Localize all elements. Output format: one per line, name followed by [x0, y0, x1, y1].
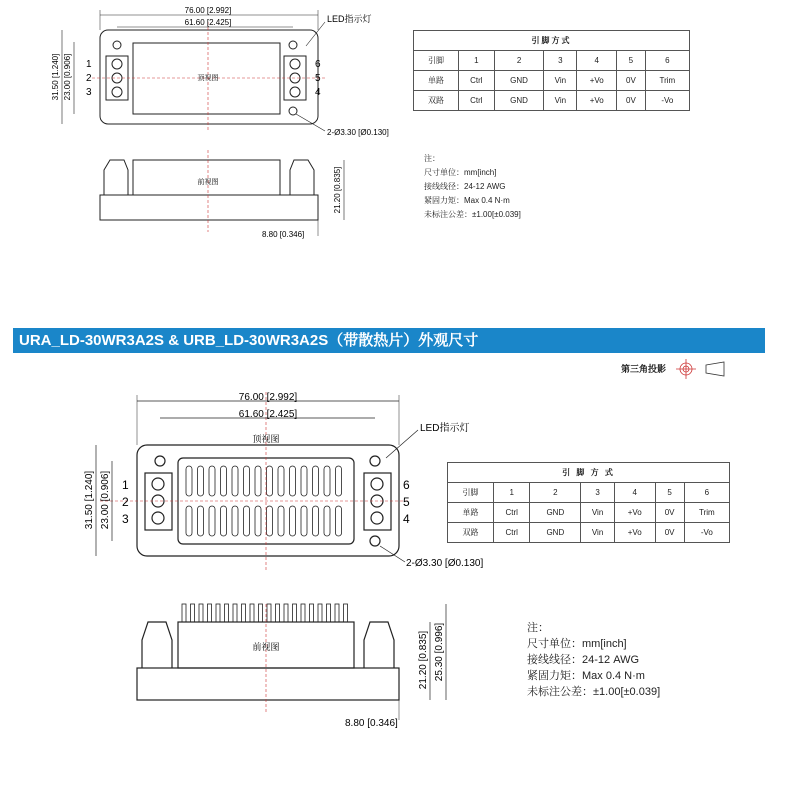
- row-label-dual: 双路: [414, 91, 459, 111]
- notes-unit: 尺寸单位：mm[inch]: [527, 638, 627, 650]
- mounting-hole-right-upper: [289, 107, 297, 115]
- top-view-label-upper: 顶视图: [197, 75, 219, 82]
- front-fin: [259, 604, 263, 622]
- table-cell: GND: [530, 503, 581, 523]
- front-terminal-left-upper: [104, 160, 128, 195]
- table-cell: +Vo: [577, 91, 617, 111]
- table-cell: +Vo: [614, 523, 655, 543]
- mounting-hole-left-lower: [155, 456, 165, 466]
- table-cell: +Vo: [577, 71, 617, 91]
- front-view-label-upper: 前视图: [197, 179, 219, 186]
- heatsink-fin: [221, 466, 227, 496]
- screw-icon: [371, 512, 383, 524]
- led-indicator-upper: [289, 41, 297, 49]
- hole-label-lower: 2-Ø3.30 [Ø0.130]: [406, 558, 484, 569]
- section-banner: URA_LD-30WR3A2S & URB_LD-30WR3A2S（带散热片）外观尺寸: [13, 328, 765, 353]
- right-pin-6-lower: 6: [403, 478, 410, 492]
- front-base-lower: [137, 668, 399, 700]
- heatsink-fin: [336, 506, 342, 536]
- screw-icon: [152, 478, 164, 490]
- pin-number: 1: [459, 51, 495, 71]
- heatsink-fin: [198, 466, 204, 496]
- front-body-upper: [133, 160, 280, 195]
- table-cell: -Vo: [645, 91, 689, 111]
- heatsink-fin: [209, 466, 215, 496]
- pin-number: 6: [645, 51, 689, 71]
- notes-title: 注：: [527, 622, 549, 634]
- left-pin-3-upper: 3: [86, 87, 92, 98]
- pin-table-title: 引脚方式: [414, 31, 690, 51]
- heatsink-fin: [336, 466, 342, 496]
- left-pin-1-upper: 1: [86, 59, 92, 70]
- row-label-single: 单路: [414, 71, 459, 91]
- heatsink-fin: [301, 506, 307, 536]
- table-cell: Trim: [645, 71, 689, 91]
- heatsink-fin: [232, 466, 238, 496]
- heatsink-fin: [267, 506, 273, 536]
- dim-side-height-lower: 21.20 [0.835]: [418, 630, 429, 690]
- front-fin: [225, 604, 229, 622]
- table-cell: 0V: [655, 523, 684, 543]
- heatsink-fin: [324, 466, 330, 496]
- right-pin-6-upper: 6: [315, 59, 321, 70]
- notes-unit: 尺寸单位：mm[inch]: [424, 168, 497, 177]
- front-fin: [199, 604, 203, 622]
- front-fin: [335, 604, 339, 622]
- table-cell: 0V: [617, 71, 646, 91]
- dim-overall-lower: 76.00 [2.992]: [238, 392, 298, 403]
- top-view-label-lower: 顶视图: [252, 434, 280, 444]
- table-cell: GND: [494, 71, 544, 91]
- front-fin: [318, 604, 322, 622]
- heatsink-fin: [244, 506, 250, 536]
- right-pin-5-lower: 5: [403, 495, 410, 509]
- table-cell: Trim: [684, 503, 729, 523]
- pin-header-label: 引脚: [448, 483, 494, 503]
- front-fin: [233, 604, 237, 622]
- heatsink-fin: [255, 506, 261, 536]
- table-cell: +Vo: [614, 503, 655, 523]
- heatsink-fin: [267, 466, 273, 496]
- dim-height-upper: 31.50 [1.240]: [51, 53, 60, 101]
- heatsink-fins: [186, 466, 342, 536]
- heatsink-fin: [186, 466, 192, 496]
- front-fin: [293, 604, 297, 622]
- pin-number: 4: [614, 483, 655, 503]
- pin-number: 5: [617, 51, 646, 71]
- right-pin-5-upper: 5: [315, 73, 321, 84]
- heatsink-fin: [278, 466, 284, 496]
- heatsink-fin: [290, 466, 296, 496]
- heatsink-fin: [313, 506, 319, 536]
- notes-torque: 紧固力矩：Max 0.4 N·m: [424, 196, 510, 205]
- pin-number: 6: [684, 483, 729, 503]
- left-pin-2-lower: 2: [122, 495, 129, 509]
- heatsink-fin: [290, 506, 296, 536]
- pin-header-label: 引脚: [414, 51, 459, 71]
- front-fin: [208, 604, 212, 622]
- mounting-hole-right-lower: [370, 536, 380, 546]
- pin-number: 2: [530, 483, 581, 503]
- front-fin: [267, 604, 271, 622]
- pin-number: 1: [494, 483, 530, 503]
- pin-number: 4: [577, 51, 617, 71]
- table-cell: Vin: [581, 523, 615, 543]
- front-fin: [182, 604, 186, 622]
- table-cell: Ctrl: [459, 91, 495, 111]
- front-fin: [301, 604, 305, 622]
- table-cell: -Vo: [684, 523, 729, 543]
- front-fin: [191, 604, 195, 622]
- table-cell: Vin: [544, 71, 577, 91]
- pin-number: 2: [494, 51, 544, 71]
- front-terminal-right-upper: [290, 160, 314, 195]
- dim-hole-spacing-upper: 61.60 [2.425]: [184, 18, 232, 27]
- dim-overall-upper: 76.00 [2.992]: [184, 6, 232, 15]
- table-cell: Vin: [581, 503, 615, 523]
- notes-upper: [424, 152, 521, 222]
- right-pin-4-upper: 4: [315, 87, 321, 98]
- front-fin: [284, 604, 288, 622]
- pin-number: 3: [544, 51, 577, 71]
- left-pin-3-lower: 3: [122, 512, 129, 526]
- led-label-upper: LED指示灯: [327, 14, 372, 24]
- front-fin: [327, 604, 331, 622]
- terminal-block-left-lower: [145, 473, 172, 530]
- row-label-single: 单路: [448, 503, 494, 523]
- table-cell: GND: [494, 91, 544, 111]
- third-angle-projection-icon: [676, 359, 724, 379]
- screw-icon: [112, 59, 122, 69]
- hole-label-upper: 2-Ø3.30 [Ø0.130]: [327, 128, 389, 137]
- front-fins: [182, 604, 348, 622]
- screw-icon: [112, 87, 122, 97]
- front-fin: [344, 604, 348, 622]
- front-fin: [250, 604, 254, 622]
- dim-pin-offset-lower: 8.80 [0.346]: [345, 718, 398, 729]
- heatsink-fin: [209, 506, 215, 536]
- led-indicator-lower: [370, 456, 380, 466]
- front-view-label-lower: 前视图: [252, 642, 280, 652]
- front-fin: [216, 604, 220, 622]
- dim-pin-offset-upper: 8.80 [0.346]: [262, 230, 305, 239]
- notes-wire: 接线线径：24-12 AWG: [527, 654, 640, 666]
- table-cell: 0V: [655, 503, 684, 523]
- table-cell: 0V: [617, 91, 646, 111]
- heatsink-fin: [232, 506, 238, 536]
- pin-table-lower: [447, 462, 730, 543]
- table-cell: Ctrl: [494, 523, 530, 543]
- led-label-lower: LED指示灯: [420, 423, 470, 434]
- notes-lower: [527, 620, 660, 700]
- front-fin: [276, 604, 280, 622]
- front-terminal-left-lower: [142, 622, 172, 668]
- terminal-block-right-lower: [364, 473, 391, 530]
- front-fin: [310, 604, 314, 622]
- heatsink-fin: [301, 466, 307, 496]
- table-cell: GND: [530, 523, 581, 543]
- row-label-dual: 双路: [448, 523, 494, 543]
- heatsink-fin: [186, 506, 192, 536]
- right-pin-4-lower: 4: [403, 512, 410, 526]
- table-cell: Ctrl: [494, 503, 530, 523]
- dim-total-height-lower: 25.30 [0.996]: [434, 622, 445, 682]
- projection-label: 第三角投影: [621, 364, 667, 374]
- screw-icon: [290, 59, 300, 69]
- front-view-upper: [100, 150, 344, 236]
- heatsink-fin: [313, 466, 319, 496]
- table-cell: Vin: [544, 91, 577, 111]
- heatsink-fin: [278, 506, 284, 536]
- front-base-upper: [100, 195, 318, 220]
- screw-icon: [290, 87, 300, 97]
- dim-hole-spacing-lower: 61.60 [2.425]: [238, 409, 298, 420]
- screw-icon: [152, 512, 164, 524]
- front-fin: [242, 604, 246, 622]
- notes-wire: 接线线径：24-12 AWG: [424, 182, 506, 191]
- dim-height-lower: 31.50 [1.240]: [84, 470, 95, 530]
- left-pin-1-lower: 1: [122, 478, 129, 492]
- heatsink-fin: [221, 506, 227, 536]
- table-cell: Ctrl: [459, 71, 495, 91]
- heatsink-fin: [244, 466, 250, 496]
- mounting-hole-left-upper: [113, 41, 121, 49]
- notes-torque: 紧固力矩：Max 0.4 N·m: [527, 670, 645, 682]
- notes-tolerance: 未标注公差：±1.00[±0.039]: [424, 210, 521, 219]
- pin-number: 5: [655, 483, 684, 503]
- pin-table-upper: [413, 30, 690, 111]
- module-outline-lower: [137, 445, 399, 556]
- dim-side-height-upper: 21.20 [0.835]: [333, 166, 342, 214]
- notes-title: 注：: [424, 154, 440, 163]
- notes-tolerance: 未标注公差：±1.00[±0.039]: [527, 686, 661, 698]
- heatsink-fin: [198, 506, 204, 536]
- heatsink-fin: [324, 506, 330, 536]
- top-view-upper: [62, 10, 326, 132]
- screw-icon: [371, 478, 383, 490]
- dim-inner-height-lower: 23.00 [0.906]: [100, 470, 111, 530]
- heatsink-fin: [255, 466, 261, 496]
- front-terminal-right-lower: [364, 622, 394, 668]
- left-pin-2-upper: 2: [86, 73, 92, 84]
- front-view-lower: [137, 604, 446, 720]
- dim-inner-height-upper: 23.00 [0.906]: [63, 53, 72, 101]
- pin-number: 3: [581, 483, 615, 503]
- pin-table-title: 引 脚 方 式: [448, 463, 730, 483]
